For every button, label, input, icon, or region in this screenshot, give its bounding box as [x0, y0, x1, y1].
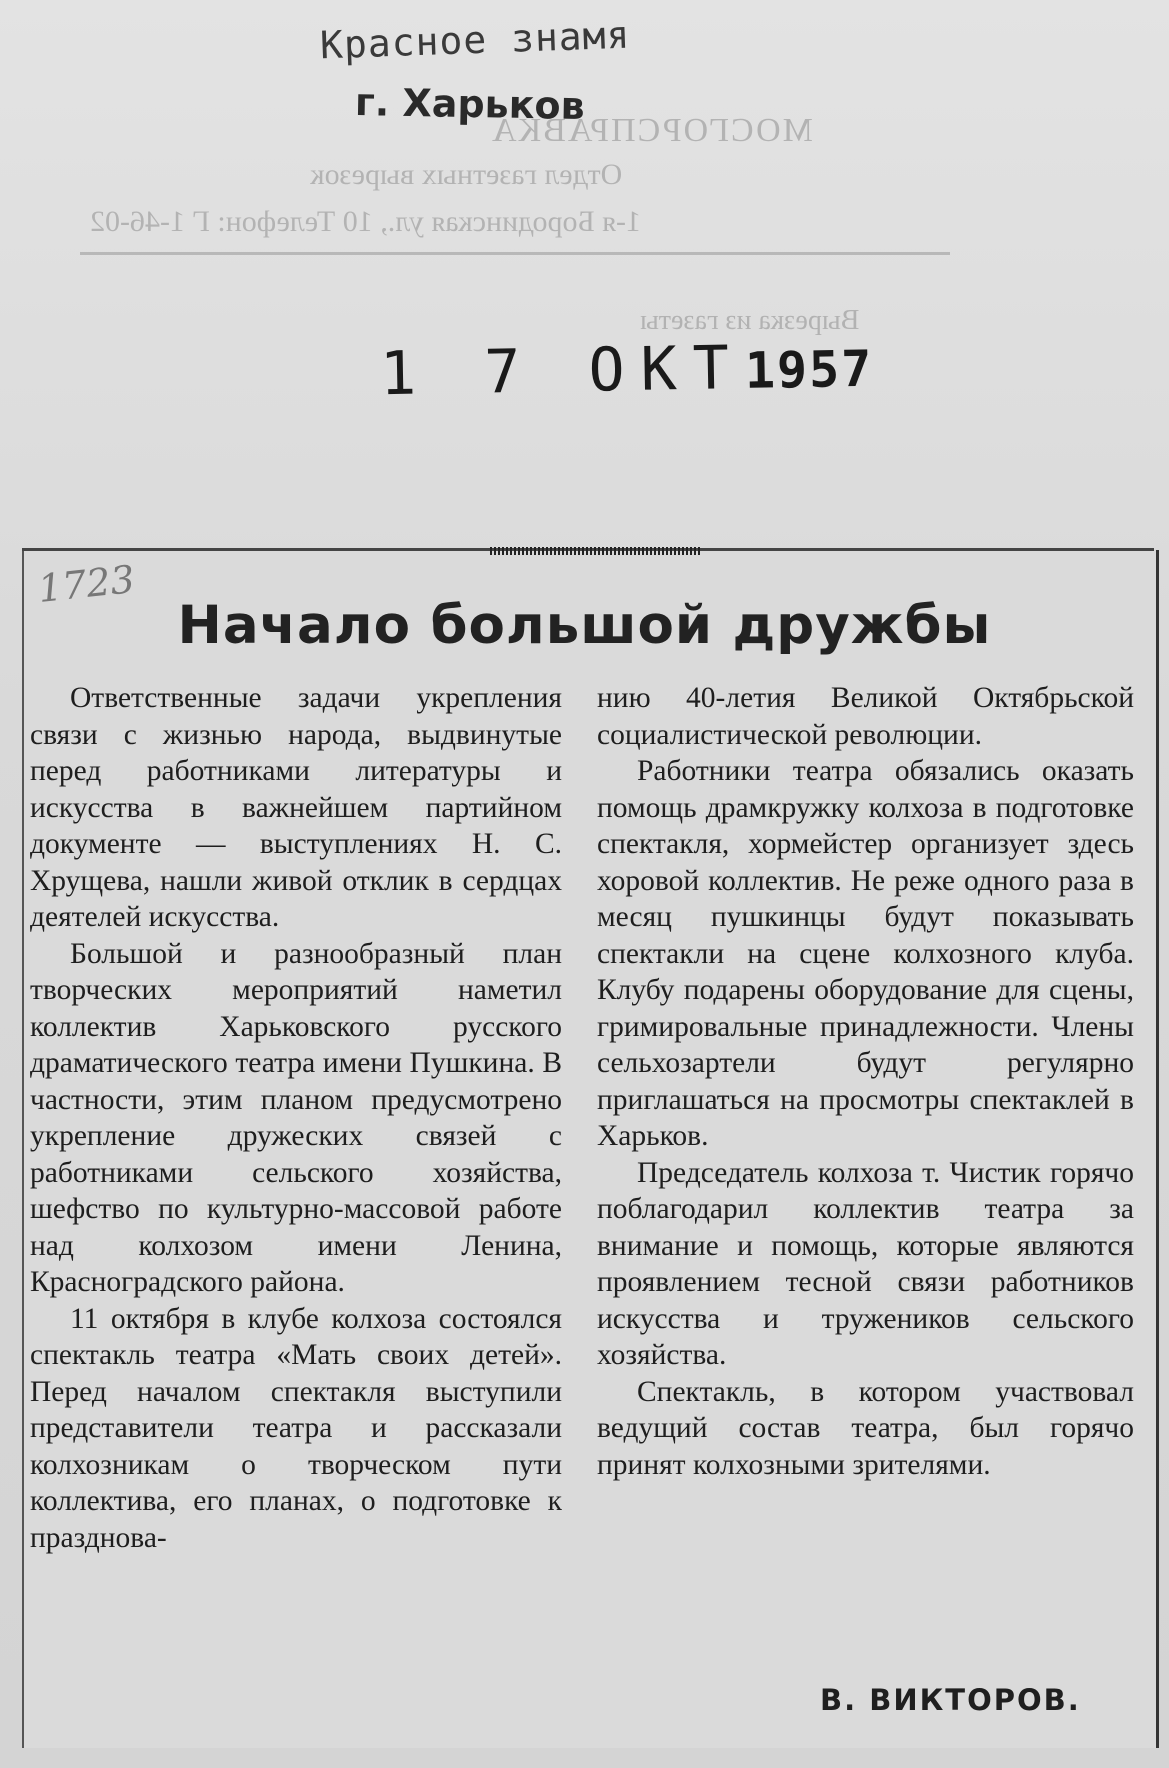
left-column	[30, 680, 562, 1556]
article-headline: Начало большой дружбы	[177, 595, 992, 656]
paragraph: Ответственные задачи укрепления связи с жизнью народа, выдвинутые перед работниками литературы и искусства в важнейшем партийном документе — выступлениях Н. С. Хрущева, нашли живой отклик в сердцах деятелей искусства.	[30, 682, 562, 933]
clipping-from-label: Вырезка из газеты	[640, 305, 860, 336]
article-author: В. ВИКТОРОВ.	[820, 1683, 1081, 1717]
right-column	[597, 680, 1134, 1483]
stamp-divider	[80, 252, 950, 255]
newspaper-name-stamp: Красное знамя	[319, 12, 632, 68]
date-stamp-day-month: 1 7 ОКТ	[379, 332, 746, 410]
date-stamp-year: 1957	[744, 339, 874, 400]
bureau-stamp-area	[0, 0, 1169, 550]
paragraph: 11 октября в клубе колхоза состоялся спектакль театра «Мать своих детей». Перед началом спектакля выступили представители театра и рассказали колхозникам о творческом пути коллектива, его планах, о подготовке к празднова-	[30, 1302, 562, 1554]
paragraph: Спектакль, в котором участвовал ведущий состав театра, был горячо принят колхозными зрителями.	[597, 1375, 1134, 1481]
date-stamp	[379, 331, 873, 410]
paragraph: Большой и разнообразный план творческих мероприятий наметил коллектив Харьковского русского драматического театра имени Пушкина. В частности, этим планом предусмотрено укрепление дружеских связей с работниками сельского хозяйства, шефство по культурно-массовой работе над колхозом имени Ленина, Красноградского района.	[30, 937, 562, 1298]
pencil-note: 1723	[35, 557, 137, 611]
paragraph: Председатель колхоза т. Чистик горячо поблагодарил коллектив театра за внимание и помощь, которые являются проявлением тесной связи работников искусства и тружеников сельского хозяйства.	[597, 1156, 1134, 1371]
bureau-address: 1-я Бородинская ул., 10 Телефон: Г 1-46-02	[90, 205, 642, 238]
bureau-name: МОСГОРСПРАВКА	[490, 112, 813, 149]
paragraph: Работники театра обязались оказать помощь драмкружку колхоза в подготовке спектакля, хормейстер организует здесь хоровой коллектив. Не реже одного раза в месяц пушкинцы будут показывать спектакли на сцене колхозного клуба. Клубу подарены оборудование для сцены, гримировальные принадлежности. Члены сельхозартели будут регулярно приглашаться на просмотры спектаклей в Харьков.	[597, 755, 1134, 1152]
city-stamp: г. Харьков	[354, 79, 586, 129]
perforation-mark	[490, 547, 700, 555]
paragraph: нию 40-летия Великой Октябрьской социалистической революции.	[597, 682, 1134, 751]
bureau-department: Отдел газетных вырезок	[310, 158, 623, 191]
